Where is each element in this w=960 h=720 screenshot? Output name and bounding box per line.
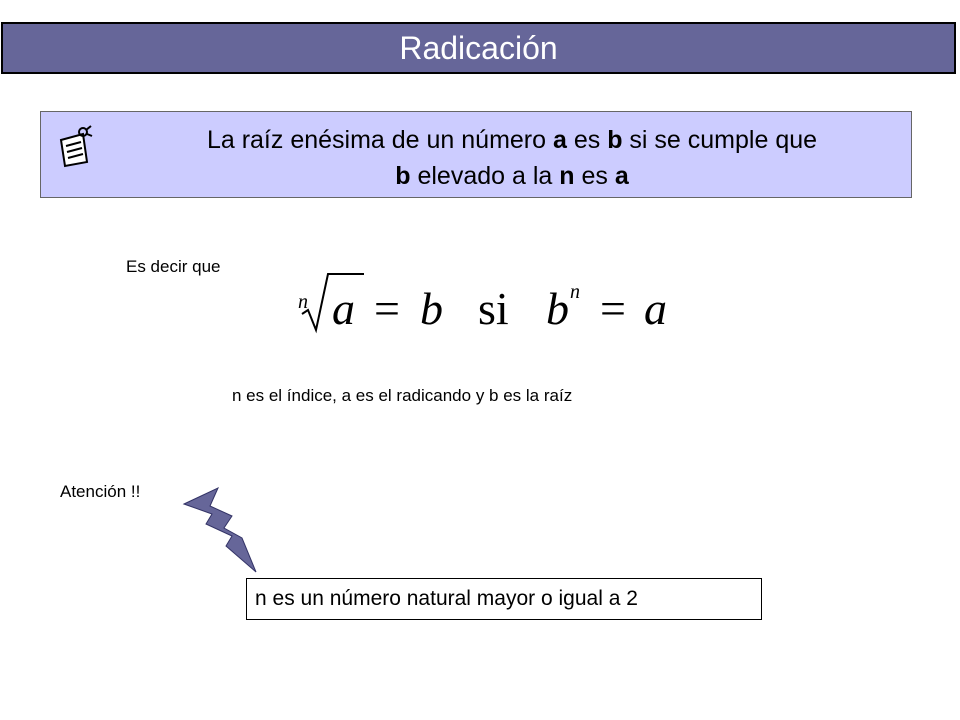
explanation-text: n es el índice, a es el radicando y b es la raíz [232, 386, 573, 405]
formula-radicand: a [332, 283, 355, 334]
formula [290, 268, 690, 338]
note-text: n es un número natural mayor o igual a 2 [255, 587, 638, 610]
title-bar [1, 22, 956, 74]
page-title: Radicación [399, 29, 558, 66]
formula-base: b [546, 283, 569, 334]
definition-text: La raíz enésima de un número a es b si se cumple que b elevado a la n es a [206, 126, 818, 190]
definition-box [40, 111, 912, 198]
note-box [246, 578, 762, 620]
formula-exponent: n [570, 281, 580, 303]
formula-eq2: = [600, 283, 626, 334]
lightning-bolt-icon [180, 486, 260, 576]
formula-eq1: = [374, 283, 400, 334]
formula-si: si [478, 283, 509, 334]
es-decir-label: Es decir que [126, 257, 221, 276]
formula-rhs: a [644, 283, 667, 334]
attention-label: Atención !! [60, 482, 141, 501]
formula-result: b [420, 283, 443, 334]
note-icon [55, 124, 95, 168]
formula-index: n [298, 291, 308, 313]
